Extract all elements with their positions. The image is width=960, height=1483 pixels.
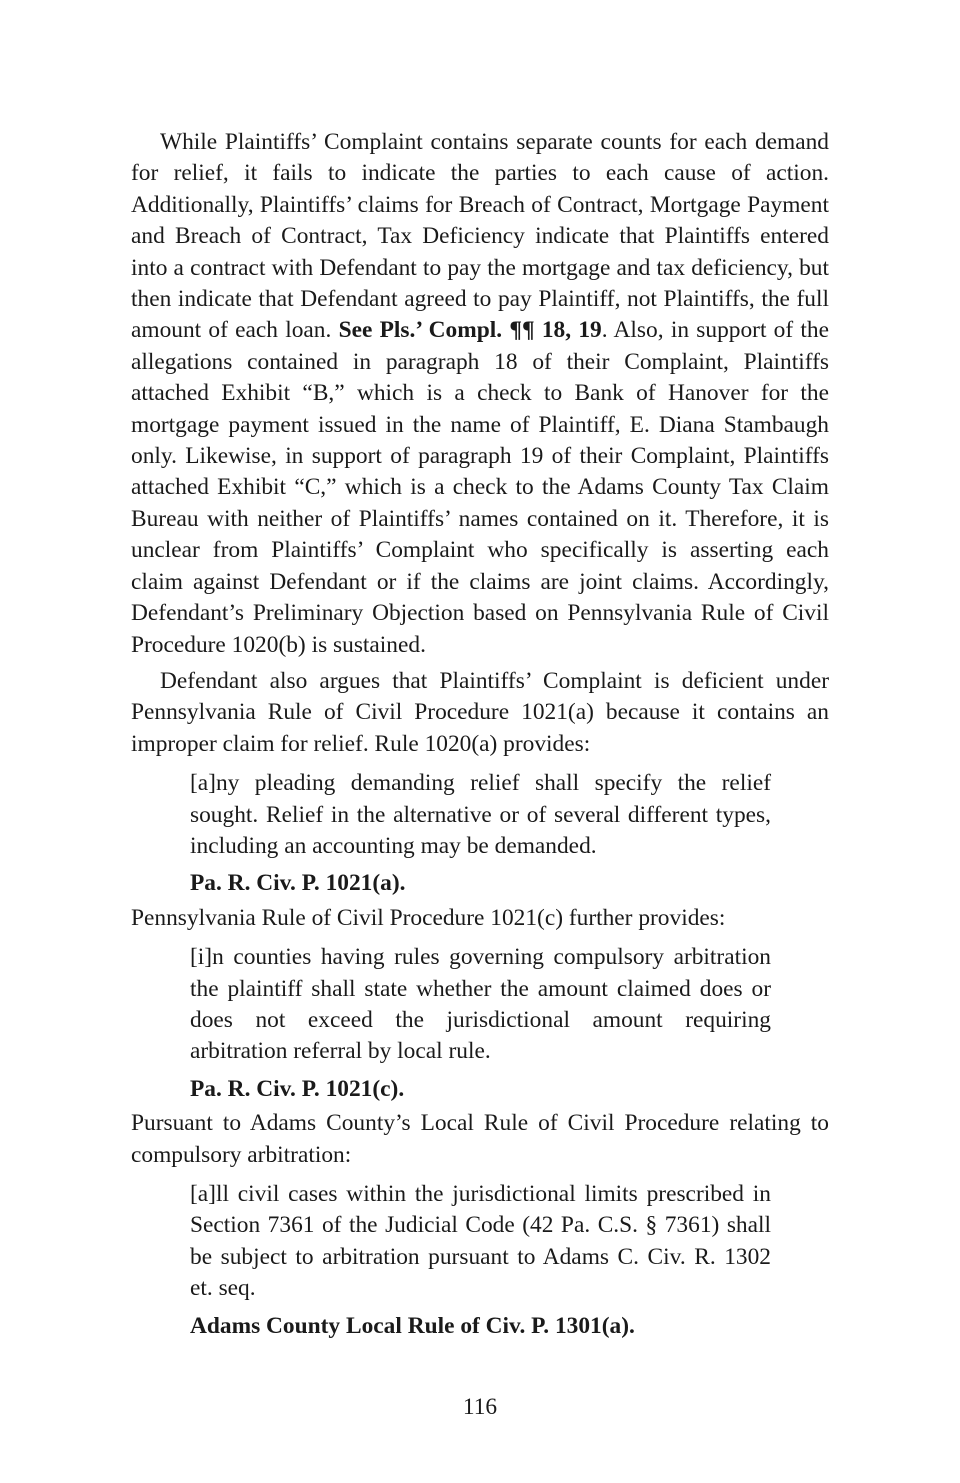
citation-local-rule-1301a: Adams County Local Rule of Civ. P. 1301(a).	[190, 1312, 635, 1339]
paragraph-local-rule-intro: Pursuant to Adams County’s Local Rule of Civil Procedure relating to compulsory arbitration:	[131, 1110, 829, 1168]
block-quote-rule-1021c: [i]n counties having rules governing compulsory arbitration the plaintiff shall state whether the amount claimed does or does not exceed the jurisdictional amount requiring arbitration referral by local rule.	[190, 944, 771, 1065]
paragraph-parties	[131, 127, 829, 661]
document-body	[131, 127, 829, 1342]
paragraph-parties-text-b: . Also, in support of the allegations contained in paragraph 18 of their Complaint, Plaintiffs attached Exhibit “B,” which is a check to Bank of Hanover for the mortgage payment issued in the name of Plaintiff, E. Diana Stambaugh only. Likewise, in support of paragraph 19 of their Complaint, Plaintiffs attached Exhibit “C,” which is a check to the Adams County Tax Claim Bureau with neither of Plaintiffs’ names contained on it. Therefore, it is unclear from Plaintiffs’ Complaint who specifically is asserting each claim against Defendant or if the claims are joint claims. Accordingly, Defendant’s Preliminary Objection based on Pennsylvania Rule of Civil Procedure 1020(b) is sustained.	[131, 317, 829, 658]
citation-rule-1021a: Pa. R. Civ. P. 1021(a).	[190, 870, 406, 897]
paragraph-relief-argument: Defendant also argues that Plaintiffs’ Complaint is deficient under Pennsylvania Rule of Civil Procedure 1021(a) because it contains an improper claim for relief. Rule 1020(a) provides:	[131, 667, 829, 757]
citation-rule-1021c: Pa. R. Civ. P. 1021(c).	[190, 1075, 405, 1102]
block-quote-rule-1021a: [a]ny pleading demanding relief shall specify the relief sought. Relief in the alternative or of several different types, including an accounting may be demanded.	[190, 770, 771, 859]
paragraph-parties-text-a: While Plaintiffs’ Complaint contains separate counts for each demand for relief, it fails to indicate the parties to each cause of action. Additionally, Plaintiffs’ claims for Breach of Contract, Mortgage Payment and Breach of Contract, Tax Deficiency indicate that Plaintiffs entered into a contract with Defendant to pay the mortgage and tax deficiency, but then indicate that Defendant agreed to pay Plaintiff, not Plaintiffs, the full amount of each loan.	[131, 129, 829, 344]
complaint-citation: See Pls.’ Compl. ¶¶ 18, 19	[338, 317, 602, 344]
page-number: 116	[462, 1394, 498, 1420]
paragraph-rule-1021c-intro: Pennsylvania Rule of Civil Procedure 1021(c) further provides:	[131, 904, 726, 931]
block-quote-local-rule-1301a: [a]ll civil cases within the jurisdictional limits prescribed in Section 7361 of the Judicial Code (42 Pa. C.S. § 7361) shall be subject to arbitration pursuant to Adams C. Civ. R. 1302 et. seq.	[190, 1181, 771, 1302]
